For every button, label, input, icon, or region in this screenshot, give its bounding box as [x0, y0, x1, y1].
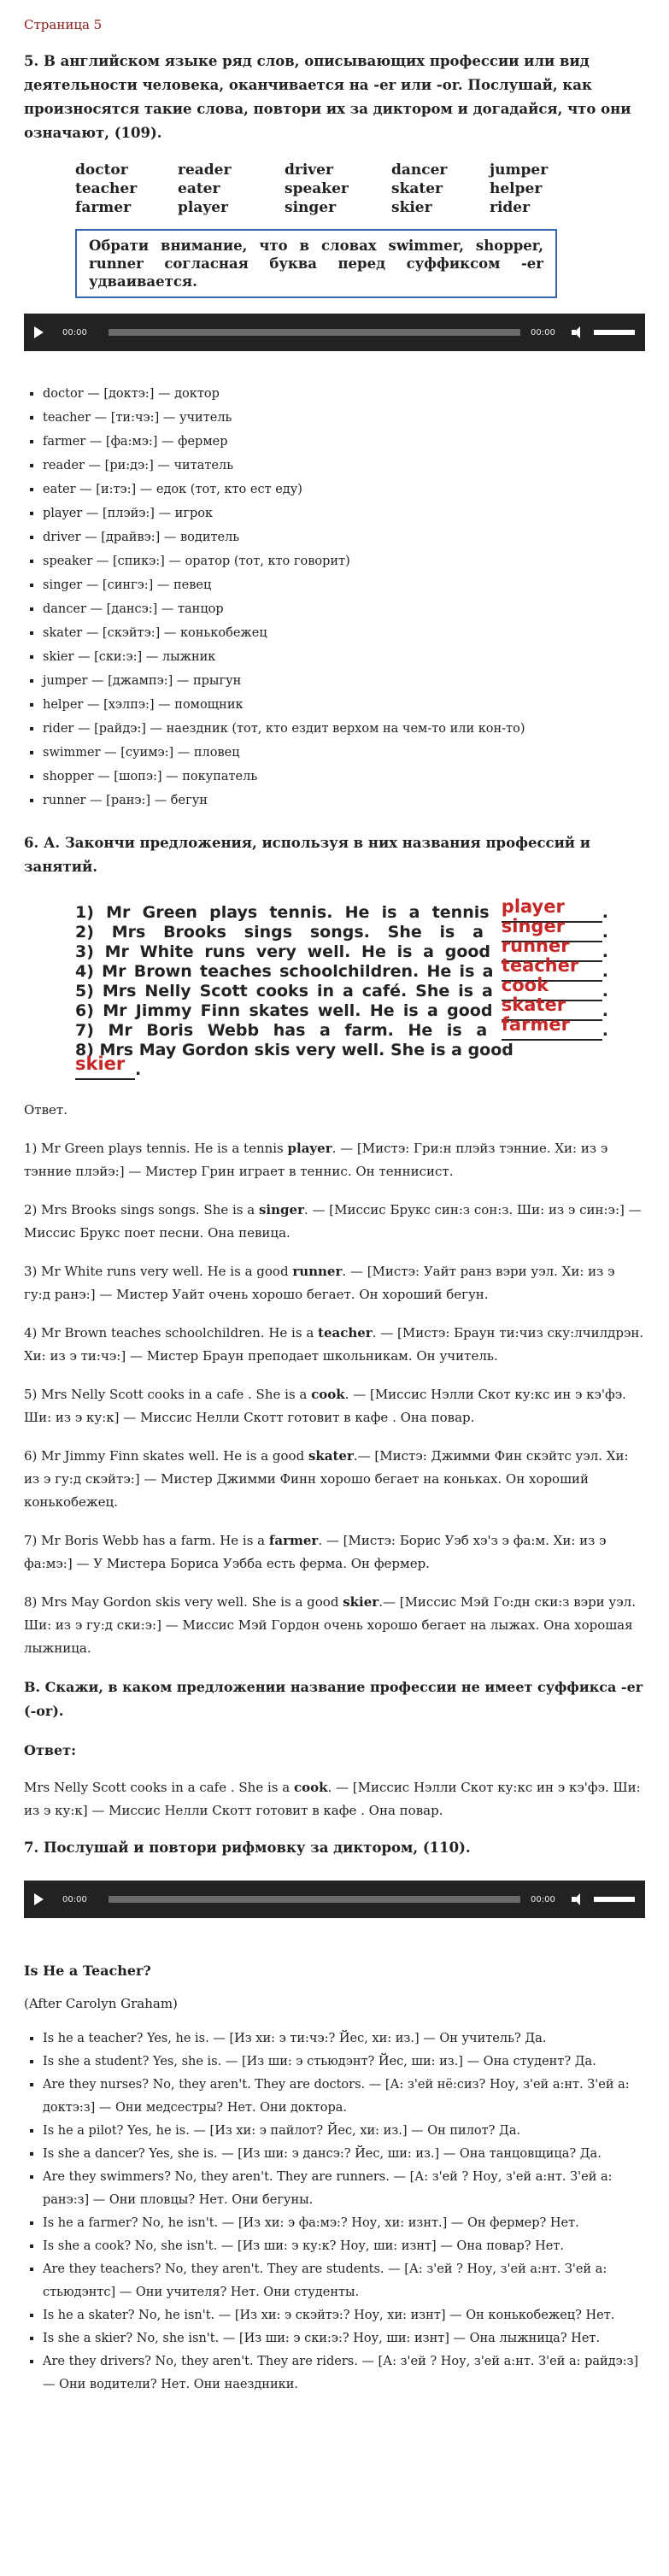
volume-icon[interactable] — [572, 326, 585, 338]
answer-keyword: runner — [292, 1264, 343, 1279]
rhyme-list — [24, 2027, 645, 2397]
word-cell: helper — [490, 180, 543, 197]
vocab-item: ▪ helper — [хэлпэ:] — помощник — [43, 693, 645, 717]
sentence-text: 6) Mr Jimmy Finn skates well. He is a good — [75, 1001, 493, 1020]
exercise-6b-heading: В. Скажи, в каком предложении название профессии не имеет суффикса -er (-or). — [24, 1679, 643, 1719]
word-cell: player — [178, 199, 229, 216]
rhyme-line: ▪ Is he a skater? No, he isn't. — [Из хи: э скэйтэ:? Ноу, хи: изнт] — Он конькобежец? Нет. — [43, 2304, 645, 2327]
handwritten-answer: singer — [501, 916, 566, 936]
rhyme-line: ▪ Are they swimmers? No, they aren't. They are runners. — [А: з'ей ? Ноу, з'ей а:нт. З'ей а: ранэ:з] — Они пловцы? Нет. Они бегуны. — [43, 2166, 645, 2212]
rhyme-line: ▪ Is she a dancer? Yes, she is. — [Из ши: э дансэ:? Йес, ши: из.] — Она танцовщица? Да. — [43, 2143, 645, 2166]
answer-blank — [501, 1014, 602, 1041]
word-cell: dancer — [391, 161, 448, 179]
time-current: 00:00 — [62, 1894, 87, 1904]
word-cell: eater — [178, 180, 220, 197]
rhyme-line: ▪ Is he a pilot? Yes, he is. — [Из хи: э пайлот? Йес, хи: из.] — Он пилот? Да. — [43, 2120, 645, 2143]
answer-text: . — [Миссис Брукс син:з сон:з. Ши: из э син:э:] — Миссис Брукс поет песни. Она певица. — [24, 1202, 642, 1241]
vocab-item: ▪ driver — [драйвэ:] — водитель — [43, 525, 645, 549]
sentence: 8) Mrs May Gordon skis very well. She is a good skier . — [75, 1041, 513, 1079]
answer-text: 5) Mrs Nelly Scott cooks in a cafe . She is a — [24, 1387, 312, 1402]
answer-text: 7) Mr Boris Webb has a farm. He is a — [24, 1533, 269, 1548]
vocab-item: ▪ player — [плэйэ:] — игрок — [43, 502, 645, 525]
answer-text: . — [Мистэ: Браун ти:чиз ску:лчилдрэн. Хи: из э ти:чэ:] — Мистер Браун преподает школьникам. Он учитель. — [24, 1325, 644, 1364]
vocab-item: ▪ jumper — [джампэ:] — прыгун — [43, 669, 645, 693]
answer-keyword: farmer — [268, 1533, 319, 1548]
volume-slider[interactable] — [594, 330, 635, 335]
answer-text: .— [Мистэ: Джимми Фин скэйтс уэл. Хи: из э гу:д скэйтэ:] — Мистер Джимми Финн хорошо бегает на коньках. Он хороший конькобежец. — [24, 1448, 629, 1510]
answer-text: . — [Мистэ: Борис Уэб хэ'з э фа:м. Хи: из э фа:мэ:] — У Мистера Бориса Уэбба есть ферма. Он фермер. — [24, 1533, 607, 1571]
audio-player-2[interactable] — [24, 1881, 645, 1918]
rhyme-line: ▪ Are they teachers? No, they aren't. They are students. — [А: з'ей ? Ноу, з'ей а:нт. З'ей а: стьюдэнтс] — Они учителя? Нет. Они студенты. — [43, 2258, 645, 2304]
answer-paragraph — [24, 1445, 645, 1514]
answer-text: 6) Mr Jimmy Finn skates well. He is a good — [24, 1448, 308, 1464]
volume-icon[interactable] — [572, 1893, 585, 1905]
exercise-7-heading: 7. Послушай и повтори рифмовку за диктором, (110). — [24, 1840, 471, 1856]
answer-text: . — [Мистэ: Гри:н плэйз тэнние. Хи: из э тэнние плэйэ:] — Мистер Грин играет в теннис. Он теннисист. — [24, 1141, 608, 1179]
answer-text: .— [Миссис Мэй Го:дн ски:з вэри уэл. Ши: из э гу:д ски:э:] — Миссис Мэй Гордон очень хорошо бегает на лыжах. Она хорошая лыжница. — [24, 1594, 636, 1656]
answer-keyword: singer — [258, 1202, 304, 1218]
exercise-6-heading: 6. А. Закончи предложения, используя в них названия профессий и занятий. — [24, 835, 591, 875]
answer-text: . — [Миссис Нэлли Скот ку:кс ин э кэ'фэ. Ши: из э ку:к] — Миссис Нелли Скотт готовит в кафе . Она повар. — [24, 1780, 641, 1818]
rhyme-line: ▪ Are they drivers? No, they aren't. They are riders. — [А: з'ей ? Ноу, з'ей а:нт. З'ей а: райдэ:з] — Они водители? Нет. Они наездники. — [43, 2350, 645, 2397]
vocab-item: ▪ dancer — [дансэ:] — танцор — [43, 597, 645, 621]
handwritten-answer: runner — [501, 936, 570, 956]
answer-text: 1) Mr Green plays tennis. He is a tennis — [24, 1141, 288, 1156]
play-icon[interactable] — [34, 326, 44, 338]
seek-bar[interactable] — [109, 329, 520, 336]
exercise-6-sentences — [75, 896, 608, 1080]
vocab-item: ▪ doctor — [доктэ:] — доктор — [43, 382, 645, 406]
vocab-item: ▪ singer — [сингэ:] — певец — [43, 573, 645, 597]
sentence: 1) Mr Green plays tennis. He is a tennis player . — [75, 896, 608, 922]
rhyme-line: ▪ Is she a cook? No, she isn't. — [Из ши: э ку:к? Ноу, ши: изнт] — Она повар? Нет. — [43, 2235, 645, 2258]
sentence: 5) Mrs Nelly Scott cooks in a café. She is a cook . — [75, 975, 608, 1000]
answer-text: 4) Mr Brown teaches schoolchildren. He is a — [24, 1325, 319, 1341]
answer-paragraph — [24, 1383, 645, 1429]
word-cell: jumper — [490, 161, 549, 179]
answer-paragraph — [24, 1137, 645, 1183]
sentence-text: 8) Mrs May Gordon skis very well. She is a good — [75, 1041, 513, 1059]
vocab-item: ▪ skier — [ски:э:] — лыжник — [43, 645, 645, 669]
vocab-item: ▪ eater — [и:тэ:] — едок (тот, кто ест еду) — [43, 478, 645, 502]
vocab-item: ▪ skater — [скэйтэ:] — конькобежец — [43, 621, 645, 645]
answer-keyword: skier — [343, 1594, 379, 1610]
exercise-5-heading: 5. В английском языке ряд слов, описывающих профессии или вид деятельности человека, оканчивается на -er или -or. Послушай, как произносятся такие слова, повтори их за диктором и догадайся, что они означают, (109). — [24, 53, 631, 141]
word-cell: reader — [178, 161, 232, 179]
word-cell: rider — [490, 199, 531, 216]
word-cell: teacher — [75, 180, 138, 197]
word-cell: speaker — [285, 180, 349, 197]
answers — [24, 1137, 645, 1660]
word-cell: farmer — [75, 199, 132, 216]
time-current: 00:00 — [62, 327, 87, 337]
time-duration: 00:00 — [531, 327, 555, 337]
sentence: 7) Mr Boris Webb has a farm. He is a farmer . — [75, 1014, 608, 1040]
sentence-text: 1) Mr Green plays tennis. He is a tennis — [75, 903, 490, 922]
sentence-text: 3) Mr White runs very well. He is a good — [75, 942, 491, 961]
answer-text: Mrs Nelly Scott cooks in a cafe . She is a — [24, 1780, 294, 1795]
time-duration: 00:00 — [531, 1894, 555, 1904]
answer-label: Ответ. — [24, 1102, 67, 1118]
answer-text: . — [Мистэ: Уайт ранз вэри уэл. Хи: из э гу:д ранэ:] — Мистер Уайт очень хорошо бегает. Он хороший бегун. — [24, 1264, 615, 1302]
note-box: Обрати внимание, что в словах swimmer, shopper, runner согласная буква перед суффиксом -er удваивается. — [75, 229, 557, 298]
answer-paragraph — [24, 1322, 645, 1368]
answer-keyword: skater — [308, 1448, 354, 1464]
sentence-text: 4) Mr Brown teaches schoolchildren. He is a — [75, 962, 494, 981]
vocab-item: ▪ teacher — [ти:чэ:] — учитель — [43, 406, 645, 430]
vocab-list — [24, 382, 645, 813]
handwritten-answer: player — [501, 896, 565, 917]
word-cell: driver — [285, 161, 333, 179]
vocab-item: ▪ speaker — [спикэ:] — оратор (тот, кто говорит) — [43, 549, 645, 573]
answer-text: 2) Mrs Brooks sings songs. She is a — [24, 1202, 259, 1218]
answer-paragraph — [24, 1260, 645, 1306]
sentence-text: 5) Mrs Nelly Scott cooks in a café. She is a — [75, 982, 493, 1000]
rhyme-author: (After Carolyn Graham) — [24, 1996, 178, 2011]
sentence: 6) Mr Jimmy Finn skates well. He is a good skater . — [75, 995, 608, 1020]
exercise-6b-answer — [24, 1776, 645, 1822]
vocab-item: ▪ rider — [райдэ:] — наездник (тот, кто ездит верхом на чем-то или кон-то) — [43, 717, 645, 741]
answer-paragraph — [24, 1529, 645, 1576]
word-cell: skater — [391, 180, 443, 197]
word-grid — [75, 161, 645, 217]
answer-text: . — [Миссис Нэлли Скот ку:кс ин э кэ'фэ. Ши: из э ку:к] — Миссис Нелли Скотт готовит в кафе . Она повар. — [24, 1387, 626, 1425]
handwritten-answer: teacher — [501, 955, 579, 976]
word-cell: skier — [391, 199, 432, 216]
sentence: 4) Mr Brown teaches schoolchildren. He is a teacher . — [75, 955, 608, 981]
rhyme-line: ▪ Is she a skier? No, she isn't. — [Из ши: э ски:э:? Ноу, ши: изнт] — Она лыжница? Нет. — [43, 2327, 645, 2350]
vocab-item: ▪ reader — [ри:дэ:] — читатель — [43, 454, 645, 478]
rhyme-line: ▪ Is he a teacher? Yes, he is. — [Из хи: э ти:чэ:? Йес, хи: из.] — Он учитель? Да. — [43, 2027, 645, 2051]
answer-text: 3) Mr White runs very well. He is a good — [24, 1264, 293, 1279]
word-cell: doctor — [75, 161, 128, 179]
rhyme-line: ▪ Is she a student? Yes, she is. — [Из ши: э стьюдэнт? Йес, ши: из.] — Она студент? Да. — [43, 2051, 645, 2074]
handwritten-answer: skater — [501, 995, 566, 1015]
seek-bar[interactable] — [109, 1896, 520, 1903]
answer-paragraph — [24, 1591, 645, 1660]
answer-keyword: cook — [311, 1387, 345, 1402]
exercise-6b-answer-label: Ответ: — [24, 1742, 76, 1758]
handwritten-answer: farmer — [501, 1014, 570, 1035]
sentence-text: 7) Mr Boris Webb has a farm. He is a — [75, 1021, 488, 1040]
rhyme-title: Is He a Teacher? — [24, 1963, 151, 1979]
audio-player-1[interactable] — [24, 314, 645, 351]
page-label: Страница 5 — [24, 17, 103, 32]
answer-blank — [75, 1053, 135, 1080]
vocab-item: ▪ runner — [ранэ:] — бегун — [43, 789, 645, 813]
answer-keyword: cook — [293, 1780, 328, 1795]
rhyme-line: ▪ Is he a farmer? No, he isn't. — [Из хи: э фа:мэ:? Ноу, хи: изнт.] — Он фермер? Нет. — [43, 2212, 645, 2235]
handwritten-answer: cook — [501, 975, 549, 995]
vocab-item: ▪ swimmer — [суимэ:] — пловец — [43, 741, 645, 765]
answer-paragraph — [24, 1199, 645, 1245]
play-icon[interactable] — [34, 1893, 44, 1905]
volume-slider[interactable] — [594, 1897, 635, 1902]
sentence-text: 2) Mrs Brooks sings songs. She is a — [75, 923, 484, 942]
rhyme-line: ▪ Are they nurses? No, they aren't. They are doctors. — [А: з'ей нё:сиз? Ноу, з'ей а:нт. З'ей а: доктэ:з] — Они медсестры? Нет. Они доктора. — [43, 2074, 645, 2120]
handwritten-answer: skier — [75, 1053, 126, 1074]
vocab-item: ▪ shopper — [шопэ:] — покупатель — [43, 765, 645, 789]
sentence: 3) Mr White runs very well. He is a good runner . — [75, 936, 608, 961]
sentence: 2) Mrs Brooks sings songs. She is a singer . — [75, 916, 608, 942]
word-cell: singer — [285, 199, 337, 216]
answer-keyword: teacher — [318, 1325, 373, 1341]
answer-keyword: player — [287, 1141, 332, 1156]
vocab-item: ▪ farmer — [фа:мэ:] — фермер — [43, 430, 645, 454]
page — [0, 17, 669, 2397]
answer-text: 8) Mrs May Gordon skis very well. She is a good — [24, 1594, 343, 1610]
